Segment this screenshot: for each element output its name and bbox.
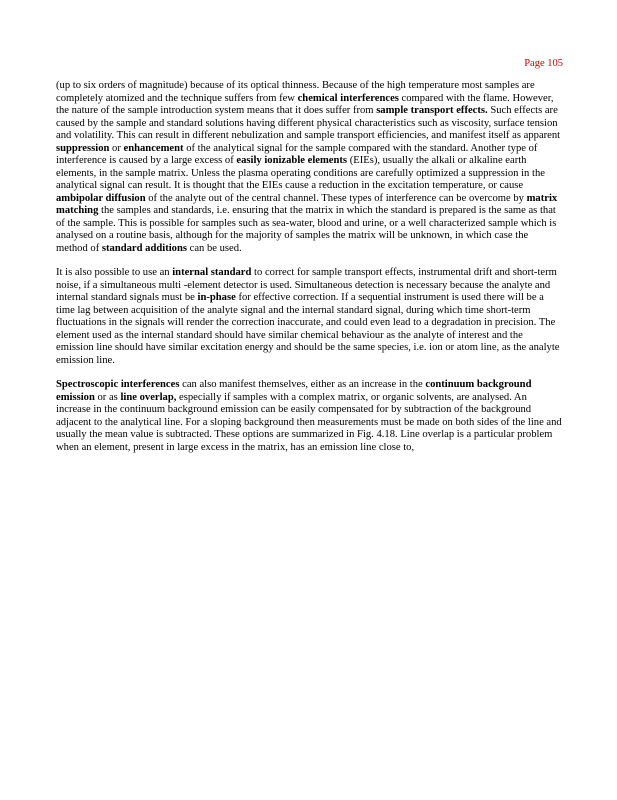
text-segment: or — [109, 142, 124, 154]
text-segment: (EIEs), usually the alkali or alkaline earth elements, in the sample matrix. Unless the plasma operating conditions are carefully optimized a suppression in the analytical signal can result. It is thought that the EIEs cause a reduction in the excitation temperature, or cause — [56, 155, 545, 191]
key-term: in-phase — [197, 292, 236, 303]
key-term: matrix matching — [56, 192, 558, 216]
key-term: sample transport effects. — [376, 105, 488, 116]
text-segment: of the analytical signal for the sample compared with the standard. Another type of interference is caused by a large excess of — [56, 142, 538, 166]
text-segment: or as — [94, 391, 121, 403]
text-segment: It is also possible to use an — [56, 267, 173, 278]
paragraph — [56, 379, 562, 454]
text-segment: especially if samples with a complex matrix, or organic solvents, are analysed. An increase in the continuum background emission can be easily compensated for by subtraction of the background adjacent to the analytical line. For a sloping background then measurements must be made on both sides of the line and usually the mean value is subtracted. These options are summarized in Fig. 4.18. Line overlap is a particular problem when an element, present in large excess in the matrix, has an emission line close to, — [56, 391, 562, 453]
text-segment: to correct for sample transport effects, instrumental drift and short-term noise, if a simultaneous multi -element detector is used. Simultaneous detection is necessary because the analyte and internal standard signals must be — [56, 267, 557, 303]
key-term: Spectroscopic interferences — [56, 379, 180, 390]
text-segment: (up to six orders of magnitude) because of its optical thinness. Because of the high temperature most samples are completely atomized and the technique suffers from few — [56, 80, 535, 104]
key-term: suppression — [56, 142, 110, 154]
paragraph — [56, 80, 562, 255]
text-segment: can also manifest themselves, either as an increase in the — [179, 379, 426, 390]
key-term: standard additions — [101, 242, 187, 254]
key-term: easily ionizable elements — [236, 155, 348, 166]
key-term: continuum background emission — [56, 379, 532, 403]
text-segment: Such effects are caused by the sample and standard solutions having different physical characteristics such as viscosity, surface tension and volatility. This can result in different nebulization and sample transport efficiencies, and manifest itself as apparent — [56, 105, 561, 141]
key-term: chemical interferences — [297, 92, 399, 104]
key-term: enhancement — [123, 142, 184, 154]
key-term: line overlap, — [120, 391, 177, 403]
text-segment: compared with the flame. However, the nature of the sample introduction system means that it does suffer from — [56, 92, 554, 116]
paragraph — [56, 267, 562, 367]
key-term: ambipolar diffusion — [56, 192, 146, 204]
text-segment: the samples and standards, i.e. ensuring that the matrix in which the standard is prepared is the same as that of the sample. This is possible for samples such as sea-water, blood and urine, or a well characterized sample which is analysed on a routine basis, although for the majority of samples the matrix will be unknown, in which case the method of — [56, 205, 557, 254]
text-segment: can be used. — [186, 242, 242, 254]
document-body — [56, 80, 562, 466]
page-number: Page 105 — [524, 58, 563, 69]
text-segment: for effective correction. If a sequential instrument is used there will be a time lag between acquisition of the analyte signal and the internal standard signal, during which time short-term fluctuations in the signals will render the correction inaccurate, and could even lead to a degradation in precision. The element used as the internal standard should have similar chemical behaviour as the analyte of interest and the emission line should have similar excitation energy and should be the same species, i.e. ion or atom line, as the analyte emission line. — [56, 292, 560, 366]
key-term: internal standard — [172, 267, 252, 278]
text-segment: of the analyte out of the central channel. These types of interference can be overcome by — [145, 192, 527, 204]
